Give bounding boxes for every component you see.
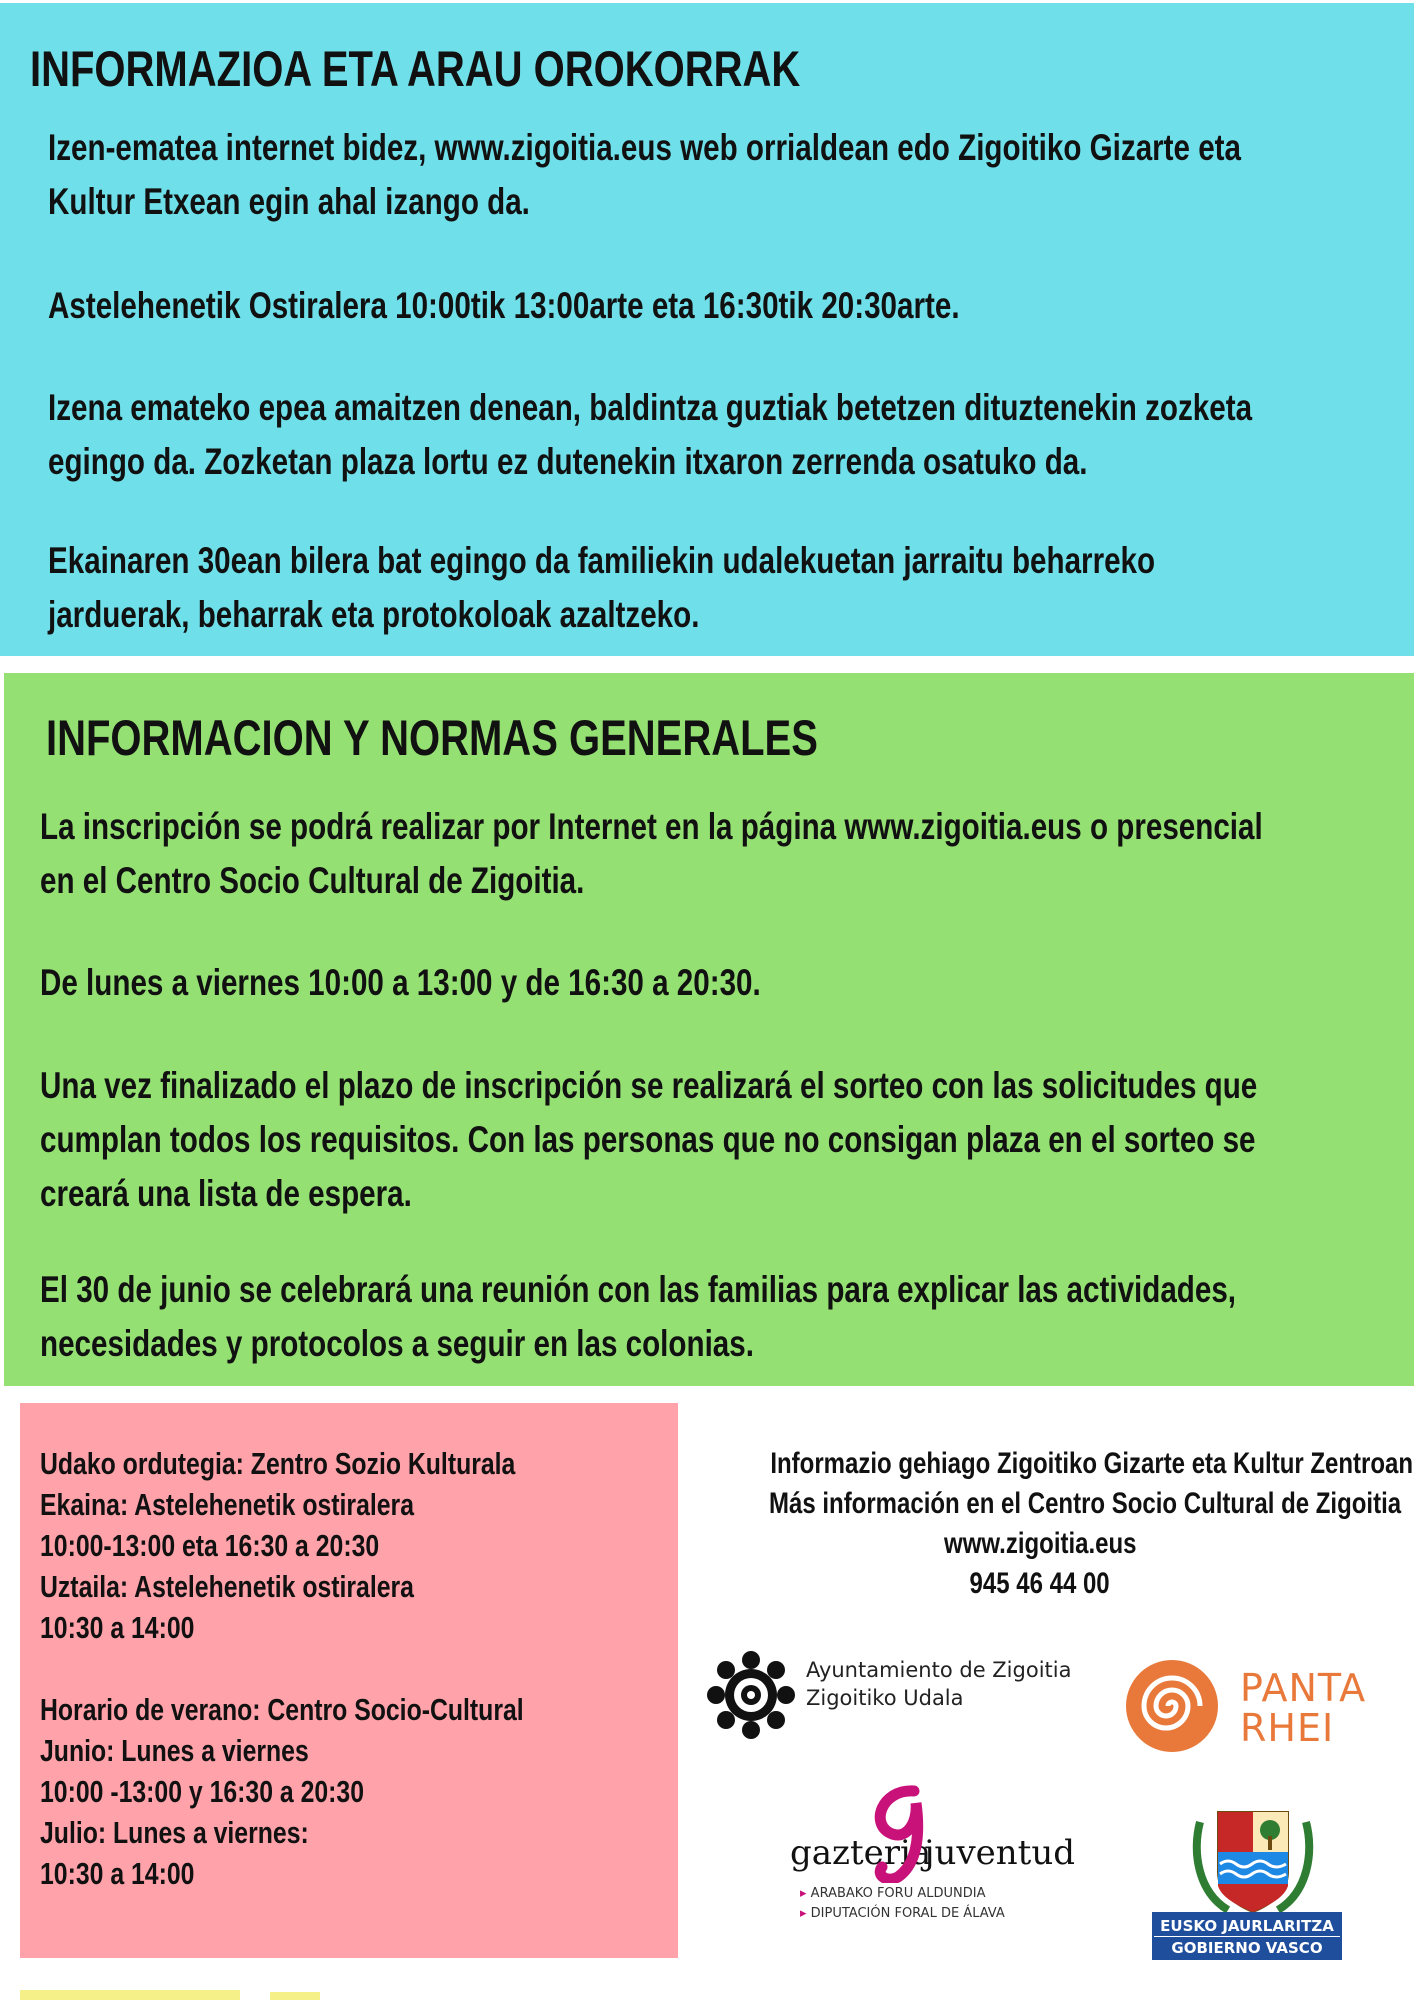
juventud-text: juventud xyxy=(924,1833,1075,1873)
spanish-paragraph-4 xyxy=(40,1263,1236,1371)
hours-line: Uztaila: Astelehenetik ostiralera xyxy=(40,1569,414,1604)
contact-website[interactable]: www.zigoitia.eus xyxy=(943,1527,1137,1560)
bullet-icon: ▸ xyxy=(800,1886,807,1901)
spanish-paragraph-3 xyxy=(40,1059,1257,1221)
ayuntamiento-name: Ayuntamiento de Zigoitia xyxy=(806,1658,1072,1682)
hours-line: Julio: Lunes a viernes: xyxy=(40,1815,309,1850)
hours-line: 10:30 a 14:00 xyxy=(40,1856,195,1891)
spanish-title: INFORMACION Y NORMAS GENERALES xyxy=(46,710,818,766)
text-line: Izena emateko epea amaitzen denean, baldintza guztiak betetzen dituztenekin zozketa xyxy=(48,387,1253,428)
gazteria-sub2 xyxy=(800,1904,1005,1924)
spanish-paragraph-2 xyxy=(40,956,761,1010)
gazteria-sub1 xyxy=(800,1884,985,1904)
text-line: Astelehenetik Ostiralera 10:00tik 13:00arte eta 16:30tik 20:30arte. xyxy=(48,285,960,326)
spanish-info-panel xyxy=(4,673,1414,1386)
text-line: necesidades y protocolos a seguir en las colonias. xyxy=(40,1323,754,1364)
text-line: Una vez finalizado el plazo de inscripción se realizará el sorteo con las solicitudes que xyxy=(40,1065,1258,1106)
hours-line: Ekaina: Astelehenetik ostiralera xyxy=(40,1487,414,1522)
text-line: creará una lista de espera. xyxy=(40,1173,412,1214)
text-line: El 30 de junio se celebrará una reunión con las familias para explicar las actividades, xyxy=(40,1269,1237,1310)
contact-line-spanish: Más información en el Centro Socio Cultural de Zigoitia xyxy=(769,1487,1402,1520)
eusko-label-box xyxy=(1152,1912,1342,1960)
text-line: egingo da. Zozketan plaza lortu ez dutenekin itxaron zerrenda osatuko da. xyxy=(48,441,1088,482)
hours-line: Horario de verano: Centro Socio-Cultural xyxy=(40,1692,524,1727)
hours-line: 10:30 a 14:00 xyxy=(40,1610,195,1645)
hours-line: 10:00 -13:00 y 16:30 a 20:30 xyxy=(40,1774,365,1809)
text-line: Ekainaren 30ean bilera bat egingo da familiekin udalekuetan jarraitu beharreko xyxy=(48,540,1156,581)
basque-title: INFORMAZIOA ETA ARAU OROKORRAK xyxy=(30,41,801,97)
bullet-icon: ▸ xyxy=(800,1906,807,1921)
text-line: De lunes a viernes 10:00 a 13:00 y de 16:30 a 20:30. xyxy=(40,962,761,1003)
udala-name: Zigoitiko Udala xyxy=(806,1686,964,1710)
text-line: cumplan todos los requisitos. Con las personas que no consigan plaza en el sorteo se xyxy=(40,1119,1256,1160)
text-line: jarduerak, beharrak eta protokoloak azaltzeko. xyxy=(48,594,700,635)
rhei-text: RHEI xyxy=(1240,1706,1335,1750)
zigoitia-emblem-icon xyxy=(706,1650,796,1740)
hours-line: Udako ordutegia: Zentro Sozio Kulturala xyxy=(40,1446,516,1481)
eusko-divider xyxy=(1154,1936,1340,1937)
hours-line: Junio: Lunes a viernes xyxy=(40,1733,309,1768)
text-line: Izen-ematea internet bidez, www.zigoitia.eus web orrialdean edo Zigoitiko Gizarte eta xyxy=(48,127,1242,168)
basque-paragraph-2 xyxy=(48,279,960,333)
text-line: La inscripción se podrá realizar por Internet en la página www.zigoitia.eus o presencial xyxy=(40,806,1263,847)
gazteria-text: gazteria xyxy=(790,1833,932,1873)
eusko-jaurlaritza-text: EUSKO JAURLARITZA xyxy=(1160,1917,1334,1935)
text-line: Kultur Etxean egin ahal izango da. xyxy=(48,181,530,222)
footer-decoration xyxy=(20,1990,240,2000)
hours-line: 10:00-13:00 eta 16:30 a 20:30 xyxy=(40,1528,380,1563)
footer-decoration xyxy=(270,1992,320,2000)
spanish-paragraph-1 xyxy=(40,800,1263,908)
contact-line-basque: Informazio gehiago Zigoitiko Gizarte eta Kultur Zentroan xyxy=(770,1447,1414,1480)
basque-coat-of-arms-icon xyxy=(1188,1802,1318,1914)
basque-paragraph-3 xyxy=(48,381,1252,489)
text-line: en el Centro Socio Cultural de Zigoitia. xyxy=(40,860,585,901)
basque-paragraph-4 xyxy=(48,534,1155,642)
basque-info-panel xyxy=(0,3,1414,656)
contact-phone: 945 46 44 00 xyxy=(969,1567,1111,1600)
gobierno-vasco-text: GOBIERNO VASCO xyxy=(1171,1939,1323,1957)
spiral-icon xyxy=(1122,1656,1222,1756)
panta-text: PANTA xyxy=(1240,1666,1367,1710)
basque-paragraph-1 xyxy=(48,121,1241,229)
diputacion-text: DIPUTACIÓN FORAL DE ÁLAVA xyxy=(810,1906,1005,1921)
arabako-text: ARABAKO FORU ALDUNDIA xyxy=(810,1886,986,1901)
